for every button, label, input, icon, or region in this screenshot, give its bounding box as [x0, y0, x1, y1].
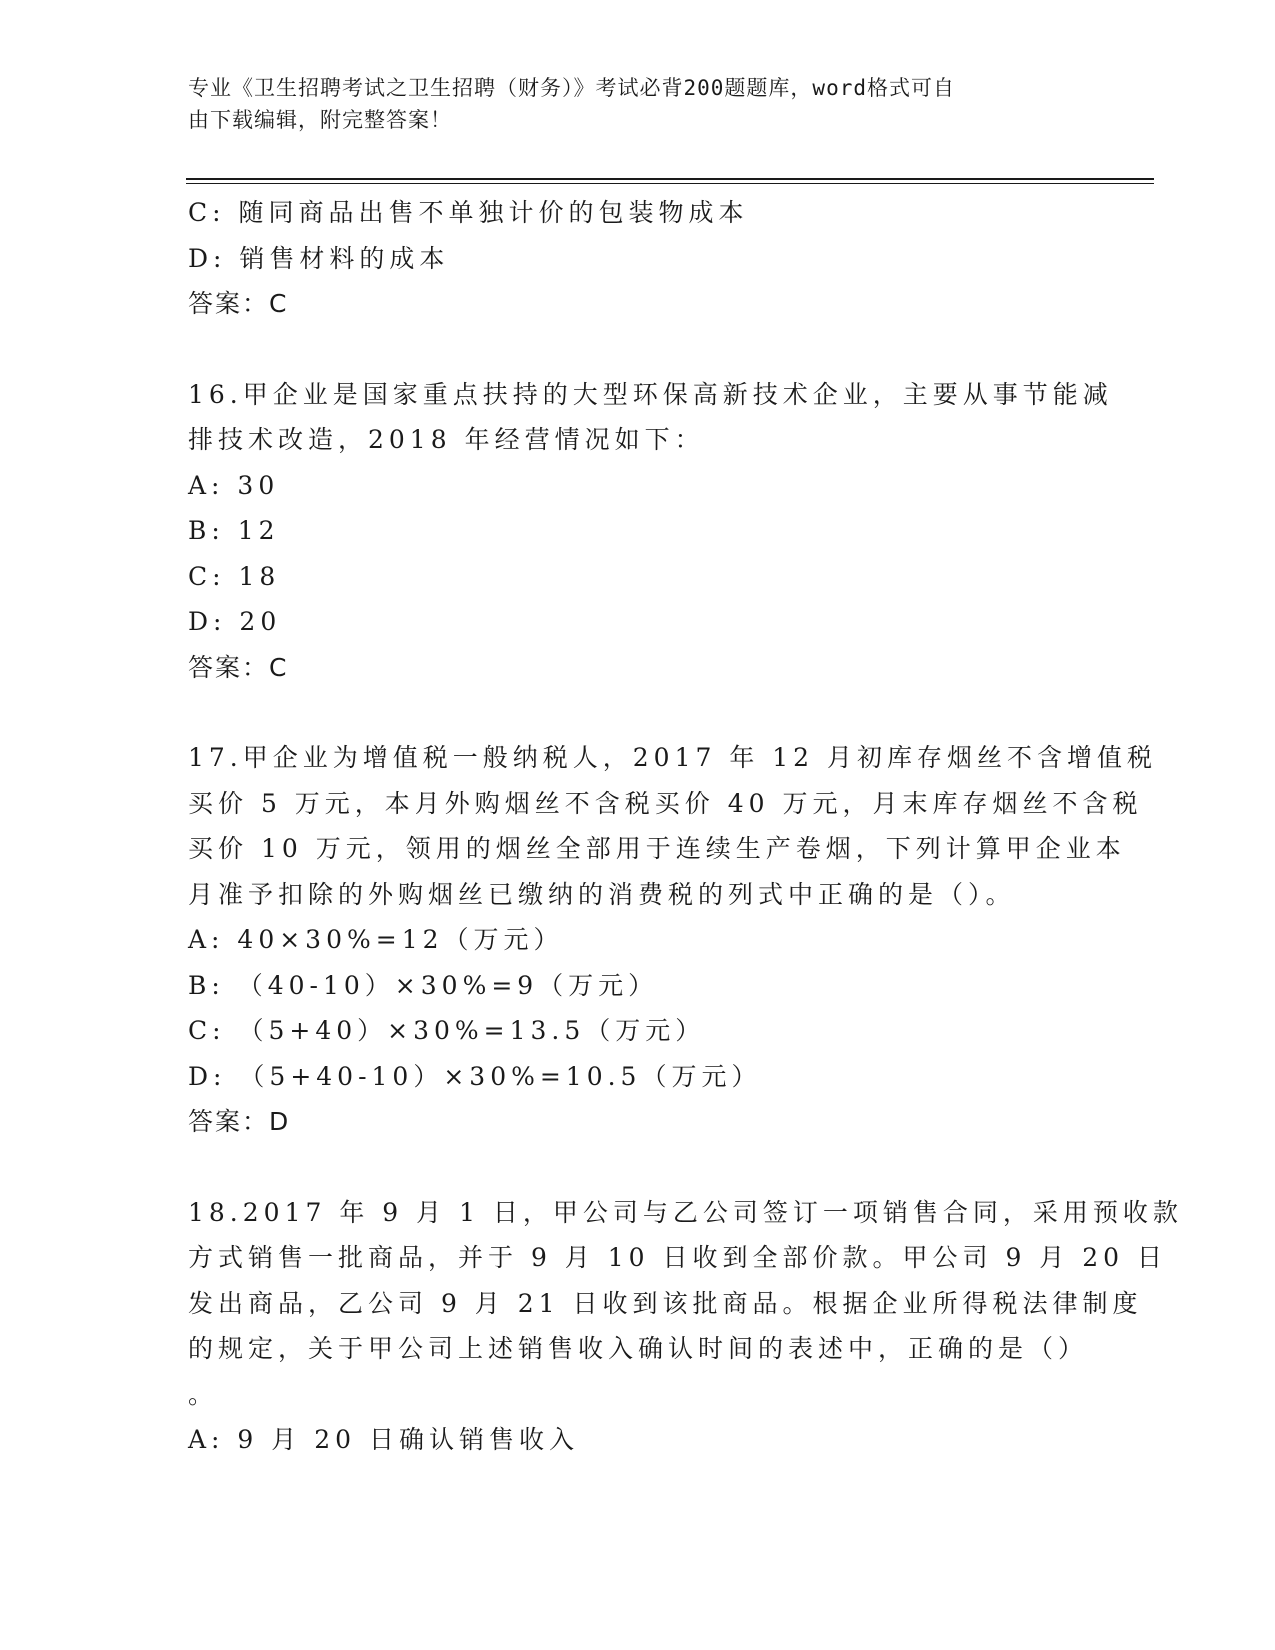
- q17-answer: 答案：D: [188, 1107, 291, 1136]
- q17-stem-line-4: 月准予扣除的外购烟丝已缴纳的消费税的列式中正确的是（）。: [188, 879, 1016, 909]
- header-divider-thin: [186, 183, 1154, 184]
- q15-option-d: D: 销售材料的成本: [188, 243, 450, 273]
- q18-stem-line-2: 方式销售一批商品，并于 9 月 10 日收到全部价款。甲公司 9 月 20 日: [188, 1243, 1168, 1272]
- q16-option-c: C: 18: [188, 561, 281, 591]
- q16-stem-line-1: 16.甲企业是国家重点扶持的大型环保高新技术企业，主要从事节能减: [188, 379, 1113, 409]
- q18-option-a: A: 9 月 20 日确认销售收入: [188, 1425, 579, 1454]
- q16-answer: 答案：C: [188, 652, 289, 682]
- question-16: [188, 372, 1113, 691]
- header-title-line-1: 专业《卫生招聘考试之卫生招聘（财务）》考试必背200题题库，word格式可自: [188, 76, 955, 100]
- q17-option-a: A: 40×30%=12（万元）: [188, 925, 564, 954]
- q18-stem-line-1: 18.2017 年 9 月 1 日，甲公司与乙公司签订一项销售合同，采用预收款: [188, 1197, 1183, 1227]
- q18-stem-line-5: 。: [188, 1379, 219, 1409]
- q16-stem-line-2: 排技术改造，2018 年经营情况如下：: [188, 425, 705, 454]
- question-17: [188, 735, 1158, 1145]
- q17-option-b: B: （40-10）×30%=9（万元）: [188, 970, 659, 1000]
- header-divider-thick: [186, 178, 1154, 180]
- q15-answer: 答案：C: [188, 289, 289, 318]
- q18-stem-line-3: 发出商品，乙公司 9 月 21 日收到该批商品。根据企业所得税法律制度: [188, 1288, 1143, 1318]
- question-list: [188, 190, 1183, 1463]
- q16-option-b: B: 12: [188, 516, 280, 545]
- question-15: [188, 190, 1088, 327]
- q17-option-d: D: （5+40-10）×30%=10.5（万元）: [188, 1061, 762, 1091]
- q16-option-a: A: 30: [188, 470, 280, 500]
- q16-option-d: D: 20: [188, 607, 282, 636]
- q17-stem-line-1: 17.甲企业为增值税一般纳税人，2017 年 12 月初库存烟丝不含增值税: [188, 743, 1158, 772]
- header-title-line-2: 由下载编辑，附完整答案！: [188, 108, 452, 132]
- q17-option-c: C: （5+40）×30%=13.5（万元）: [188, 1016, 706, 1045]
- q17-stem-line-3: 买价 10 万元，领用的烟丝全部用于连续生产卷烟，下列计算甲企业本: [188, 834, 1126, 863]
- q17-stem-line-2: 买价 5 万元，本月外购烟丝不含税买价 40 万元，月末库存烟丝不含税: [188, 788, 1143, 818]
- question-18: [188, 1190, 1183, 1463]
- q18-stem-line-4: 的规定，关于甲公司上述销售收入确认时间的表述中，正确的是（）: [188, 1334, 1089, 1363]
- document-header: [188, 72, 1068, 136]
- q15-option-c: C: 随同商品出售不单独计价的包装物成本: [188, 198, 749, 227]
